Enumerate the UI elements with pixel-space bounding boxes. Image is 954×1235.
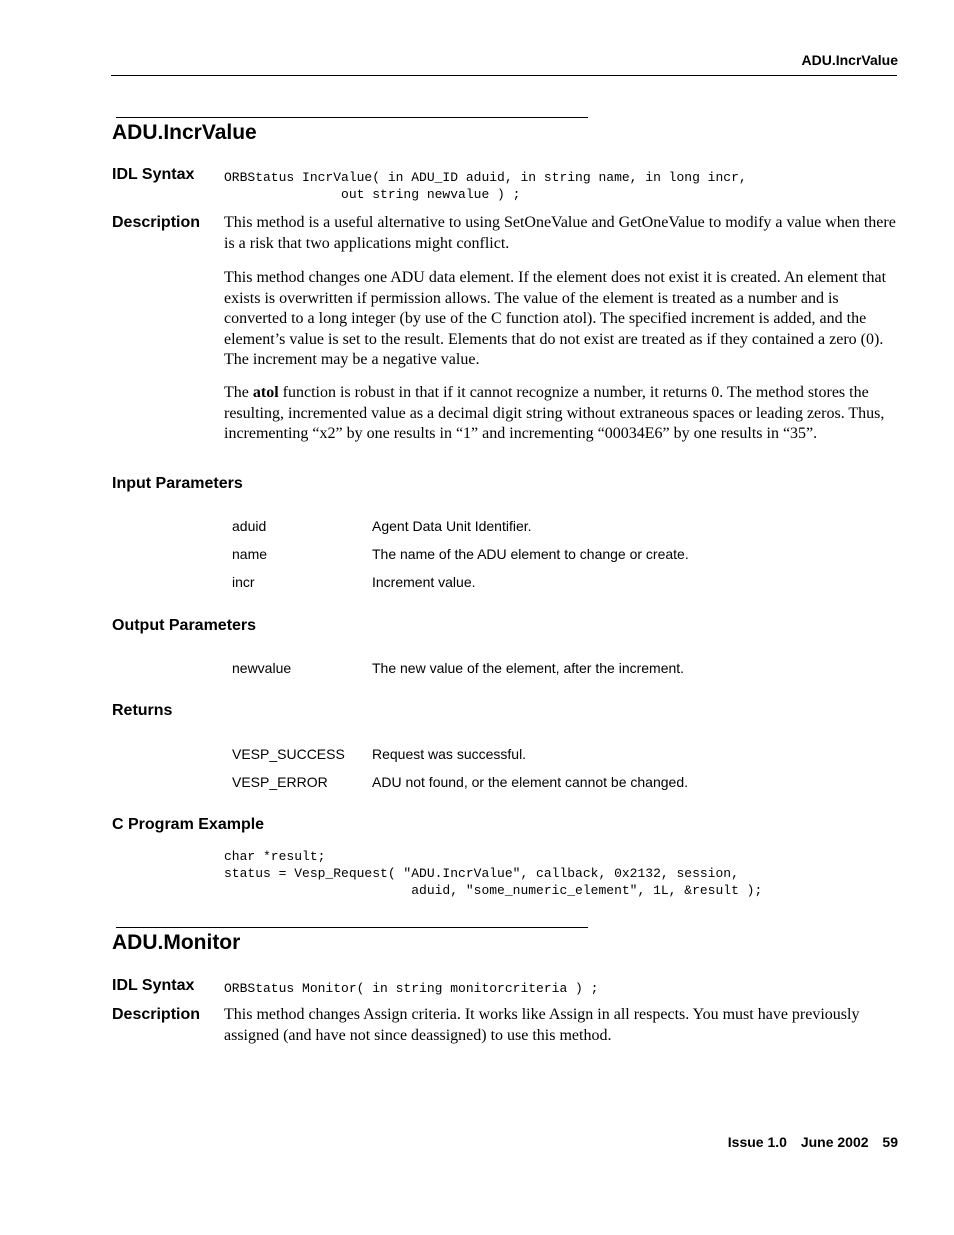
param-name: name — [232, 546, 268, 562]
return-code: VESP_SUCCESS — [232, 746, 345, 762]
idl-syntax-code — [224, 980, 598, 997]
param-name: aduid — [232, 518, 267, 534]
desc-p3-text-post: function is robust in that if it cannot recognize a number, it returns 0. The method stores the resulting, incremented value as a decimal digit string without extraneous spaces or leading zeros. Thus, incrementing “x2” by one results in “1” and incrementing “00034E6” by one results in “35”. — [224, 384, 885, 442]
idl-line-2: out string newvalue ) ; — [224, 187, 521, 202]
input-parameters-label: Input Parameters — [112, 475, 243, 492]
section-title-incrvalue: ADU.IncrValue — [112, 121, 257, 144]
idl-line-1: ORBStatus IncrValue( in ADU_ID aduid, in string name, in long incr, — [224, 170, 747, 185]
description-paragraph-1: This method changes Assign criteria. It works like Assign in all respects. You must have previously assigned (and have not since deassigned) to use this method. — [224, 1006, 860, 1044]
idl-line-1: ORBStatus Monitor( in string monitorcriteria ) ; — [224, 981, 599, 996]
example-line-1: char *result; — [224, 849, 326, 864]
return-description: Request was successful. — [372, 746, 527, 762]
c-program-example-code — [224, 848, 762, 899]
param-description: The new value of the element, after the increment. — [372, 660, 685, 676]
param-name: incr — [232, 574, 255, 590]
page-footer — [718, 1134, 898, 1150]
return-code: VESP_ERROR — [232, 774, 328, 790]
c-program-example-label: C Program Example — [112, 816, 265, 833]
footer-date: June 2002 — [800, 1134, 869, 1150]
description-paragraph-1: This method is a useful alternative to using SetOneValue and GetOneValue to modify a value when there is a risk that two applications might conflict. — [224, 214, 896, 252]
description-label: Description — [112, 214, 201, 231]
section-rule-incrvalue — [116, 117, 588, 118]
running-header: ADU.IncrValue — [801, 52, 898, 68]
idl-syntax-label: IDL Syntax — [112, 166, 195, 183]
output-parameters-label: Output Parameters — [112, 617, 257, 634]
atol-bold-term: atol — [252, 384, 279, 401]
footer-page-number: 59 — [882, 1134, 898, 1150]
description-paragraph-3 — [224, 383, 896, 445]
param-description: Increment value. — [372, 574, 476, 590]
param-name: newvalue — [232, 660, 292, 676]
description-label: Description — [112, 1006, 201, 1023]
example-line-2: status = Vesp_Request( "ADU.IncrValue", callback, 0x2132, session, — [224, 866, 739, 881]
footer-issue: Issue 1.0 — [727, 1134, 787, 1150]
param-description: The name of the ADU element to change or create. — [372, 546, 689, 562]
idl-syntax-code — [224, 169, 747, 203]
idl-syntax-label: IDL Syntax — [112, 977, 195, 994]
section-title-monitor: ADU.Monitor — [112, 931, 241, 954]
description-paragraph-2: This method changes one ADU data element. If the element does not exist it is created. An element that exists is overwritten if permission allows. The value of the element is treated as a number and is converted to a long integer (by use of the C function atol). The specified increment is added, and the element’s value is set to the result. Elements that do not exist are treated as if they contained a zero (0). The increment may be a negative value. — [224, 269, 887, 368]
return-description: ADU not found, or the element cannot be changed. — [372, 774, 688, 790]
desc-p3-text-pre: The — [224, 384, 253, 401]
example-line-3: aduid, "some_numeric_element", 1L, &result ); — [224, 883, 763, 898]
section-rule-monitor — [116, 927, 588, 928]
param-description: Agent Data Unit Identifier. — [372, 518, 532, 534]
returns-label: Returns — [112, 702, 173, 719]
header-rule — [111, 75, 897, 76]
